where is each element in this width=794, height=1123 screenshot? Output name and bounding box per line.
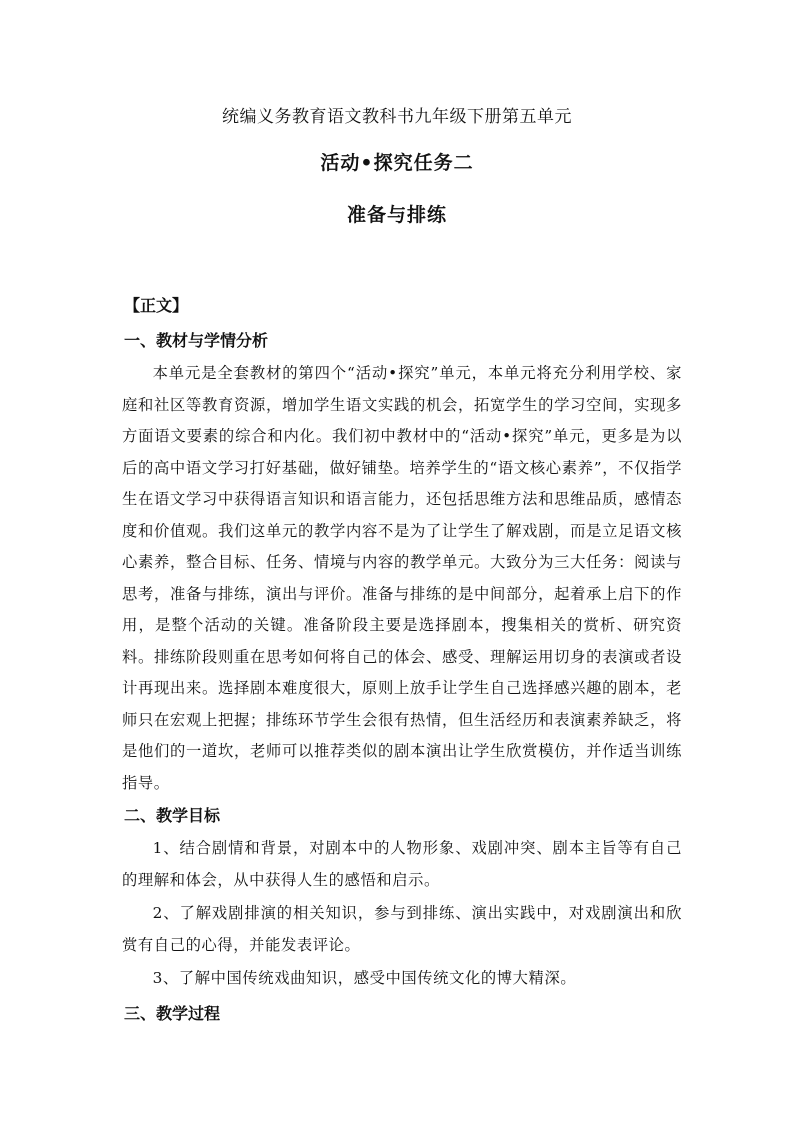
document-subtitle: 准备与排练 [346, 204, 447, 226]
section-heading-process: 三、教学过程 [124, 1003, 221, 1023]
objective-item-3: 3、了解中国传统戏曲知识，感受中国传统文化的博大精深。 [152, 969, 577, 987]
document-title: 活动•探究任务二 [320, 152, 474, 174]
objective-item-1: 1、结合剧情和背景，对剧本中的人物形象、戏剧冲突、剧本主旨等有自己的理解和体会，从中获得人生的感悟和启示。 [122, 839, 682, 889]
section-tag: 【正文】 [124, 296, 189, 315]
section-heading-analysis: 一、教材与学情分析 [124, 331, 269, 350]
objective-item-2: 2、了解戏剧排演的相关知识，参与到排练、演出实践中，对戏剧演出和欣赏有自己的心得，并能发表评论。 [122, 904, 682, 954]
section-heading-objectives: 二、教学目标 [124, 806, 221, 825]
analysis-paragraph: 本单元是全套教材的第四个“活动•探究”单元，本单元将充分利用学校、家庭和社区等教育资源，增加学生语文实践的机会，拓宽学生的学习空间，实现多方面语文要素的综合和内化。我们初中教材中的“活动•探究”单元，更多是为以后的高中语文学习打好基础，做好铺垫。培养学生的“语文核心素养”，不仅指学生在语文学习中获得语言知识和语言能力，还包括思维方法和思维品质，感情态度和价值观。我们这单元的教学内容不是为了让学生了解戏剧，而是立足语文核心素养，整合目标、任务、情境与内容的教学单元。大致分为三大任务：阅读与思考，准备与排练，演出与评价。准备与排练的是中间部分，起着承上启下的作用，是整个活动的关键。准备阶段主要是选择剧本，搜集相关的赏析、研究资料。排练阶段则重在思考如何将自己的体会、感受、理解运用切身的表演或者设计再现出来。选择剧本难度很大，原则上放手让学生自己选择感兴趣的剧本，老师只在宏观上把握；排练环节学生会很有热情，但生活经历和表演素养缺乏，将是他们的一道坎，老师可以推荐类似的剧本演出让学生欣赏模仿，并作适当训练指导。 [122, 364, 682, 792]
document-body [122, 288, 682, 1031]
document-header: 统编义务教育语文教科书九年级下册第五单元 [222, 107, 572, 127]
